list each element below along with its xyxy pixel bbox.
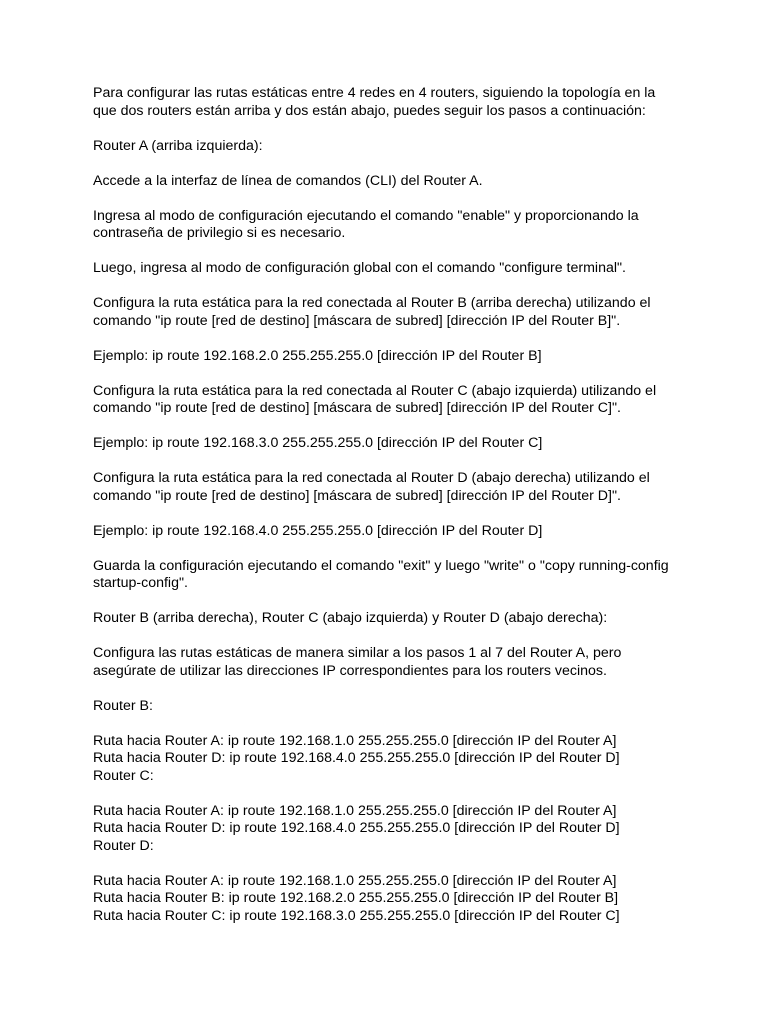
step-route-c: Configura la ruta estática para la red conectada al Router C (abajo izquierda) utilizando el comando "ip route [red de destino] [máscara de subred] [dirección IP del Router C]". [93,382,657,416]
route-line: Ruta hacia Router A: ip route 192.168.1.0 255.255.255.0 [dirección IP del Router A] [93,732,617,749]
step-save: Guarda la configuración ejecutando el comando "exit" y luego "write" o "copy running-config startup-config". [93,557,669,591]
step-route-d: Configura la ruta estática para la red conectada al Router D (abajo derecha) utilizando el comando "ip route [red de destino] [máscara de subred] [dirección IP del Router D]". [93,470,650,504]
router-d-label: Router D: [93,837,154,854]
document-page [93,85,678,925]
route-line: Ruta hacia Router A: ip route 192.168.1.0 255.255.255.0 [dirección IP del Router A] [93,872,617,889]
route-line: Ruta hacia Router C: ip route 192.168.3.0 255.255.255.0 [dirección IP del Router C] [93,907,620,924]
router-b-label: Router B: [93,697,153,714]
route-line: Ruta hacia Router D: ip route 192.168.4.0 255.255.255.0 [dirección IP del Router D] [93,820,620,836]
route-line: Ruta hacia Router A: ip route 192.168.1.0 255.255.255.0 [dirección IP del Router A] [93,802,617,819]
step-configure: Luego, ingresa al modo de configuración global con el comando "configure terminal". [93,260,626,276]
router-c-routes [93,803,678,838]
step-enable: Ingresa al modo de configuración ejecutando el comando "enable" y proporcionando la contraseña de privilegio si es necesario. [93,207,639,241]
router-a-heading: Router A (arriba izquierda): [93,137,263,154]
others-heading: Router B (arriba derecha), Router C (abajo izquierda) y Router D (abajo derecha): [93,610,608,626]
step-route-b: Configura la ruta estática para la red conectada al Router B (arriba derecha) utilizando el comando "ip route [red de destino] [máscara de subred] [dirección IP del Router B]". [93,295,651,329]
router-d-routes [93,873,678,926]
router-b-routes [93,733,678,768]
others-instruction: Configura las rutas estáticas de manera similar a los pasos 1 al 7 del Router A, pero asegúrate de utilizar las direcciones IP correspondientes para los routers vecinos. [93,645,622,679]
route-line: Ruta hacia Router B: ip route 192.168.2.0 255.255.255.0 [dirección IP del Router B] [93,890,619,906]
intro-paragraph: Para configurar las rutas estáticas entre 4 redes en 4 routers, siguiendo la topología en la que dos routers están arriba y dos están abajo, puedes seguir los pasos a continuación: [93,85,656,119]
example-c: Ejemplo: ip route 192.168.3.0 255.255.255.0 [dirección IP del Router C] [93,435,543,451]
step-cli: Accede a la interfaz de línea de comandos (CLI) del Router A. [93,172,483,189]
example-b: Ejemplo: ip route 192.168.2.0 255.255.255.0 [dirección IP del Router B] [93,347,542,364]
router-c-label: Router C: [93,767,154,784]
example-d: Ejemplo: ip route 192.168.4.0 255.255.255.0 [dirección IP del Router D] [93,522,543,539]
route-line: Ruta hacia Router D: ip route 192.168.4.0 255.255.255.0 [dirección IP del Router D] [93,750,620,766]
